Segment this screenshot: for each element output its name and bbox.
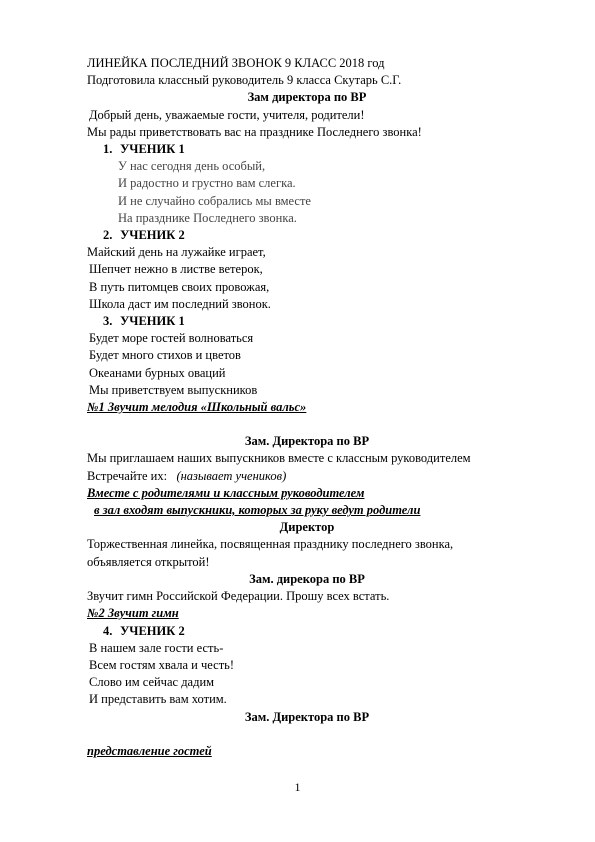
speaker-student: 1. УЧЕНИК 1 xyxy=(103,142,185,157)
poem-line: Шепчет нежно в листве ветерок, xyxy=(89,262,263,277)
stage-note: в зал входят выпускники, которых за руку ведут родители xyxy=(94,503,421,518)
poem-line: Будет много стихов и цветов xyxy=(89,348,241,363)
stage-direction: (называет учеников) xyxy=(176,468,287,483)
poem-line: Майский день на лужайке играет, xyxy=(87,245,266,260)
stage-note: Вместе с родителями и классным руководителем xyxy=(87,485,365,500)
speaker-student: 3. УЧЕНИК 1 xyxy=(103,314,185,329)
speaker-deputy: Зам. Директора по ВР xyxy=(244,709,370,724)
stage-note: №2 Звучит гимн xyxy=(87,606,179,621)
speaker-deputy: Зам. дирекора по ВР xyxy=(249,571,365,586)
speaker-deputy: Зам. Директора по ВР xyxy=(244,434,370,449)
document-body xyxy=(87,55,527,760)
director-line: Торжественная линейка, посвященная празднику последнего звонка, xyxy=(87,537,454,552)
stage-note: №1 Звучит мелодия «Школьный вальс» xyxy=(87,400,307,415)
anthem-line: Звучит гимн Российской Федерации. Прошу всех встать. xyxy=(87,589,390,604)
poem-line: Мы приветствуем выпускников xyxy=(89,382,258,397)
poem-line: И радостно и грустно вам слегка. xyxy=(118,176,296,191)
page-number: 1 xyxy=(294,780,301,794)
speaker-student: 2. УЧЕНИК 2 xyxy=(103,228,185,243)
poem-line: Океанами бурных оваций xyxy=(89,365,226,380)
poem-line: Слово им сейчас дадим xyxy=(89,675,215,690)
speaker-director: Директор xyxy=(279,520,335,535)
poem-line: Школа даст им последний звонок. xyxy=(89,296,271,311)
document-title: ЛИНЕЙКА ПОСЛЕДНИЙ ЗВОНОК 9 КЛАСС 2018 год xyxy=(87,56,385,70)
greeting-line: Добрый день, уважаемые гости, учителя, родители! xyxy=(89,107,365,122)
poem-line: В нашем зале гости есть- xyxy=(89,640,224,655)
poem-line: Будет море гостей волноваться xyxy=(89,331,254,346)
poem-line: Всем гостям хвала и честь! xyxy=(89,657,235,672)
prepared-by: Подготовила классный руководитель 9 класса Скутарь С.Г. xyxy=(87,73,402,88)
poem-line: И представить вам хотим. xyxy=(89,692,227,707)
poem-line: У нас сегодня день особый, xyxy=(118,159,266,174)
director-line: объявляется открытой! xyxy=(87,554,210,569)
invite-line: Встречайте их: (называет учеников) xyxy=(87,468,287,483)
speaker-deputy: Зам директора по ВР xyxy=(247,90,367,105)
poem-line: На празднике Последнего звонка. xyxy=(118,210,297,225)
greeting-line: Мы рады приветствовать вас на празднике Последнего звонка! xyxy=(87,124,422,139)
poem-line: В путь питомцев своих провожая, xyxy=(89,279,270,294)
speaker-student: 4. УЧЕНИК 2 xyxy=(103,623,185,638)
stage-note: представление гостей xyxy=(87,743,212,758)
invite-line: Мы приглашаем наших выпускников вместе с классным руководителем xyxy=(87,451,471,466)
poem-line: И не случайно собрались мы вместе xyxy=(118,193,311,208)
